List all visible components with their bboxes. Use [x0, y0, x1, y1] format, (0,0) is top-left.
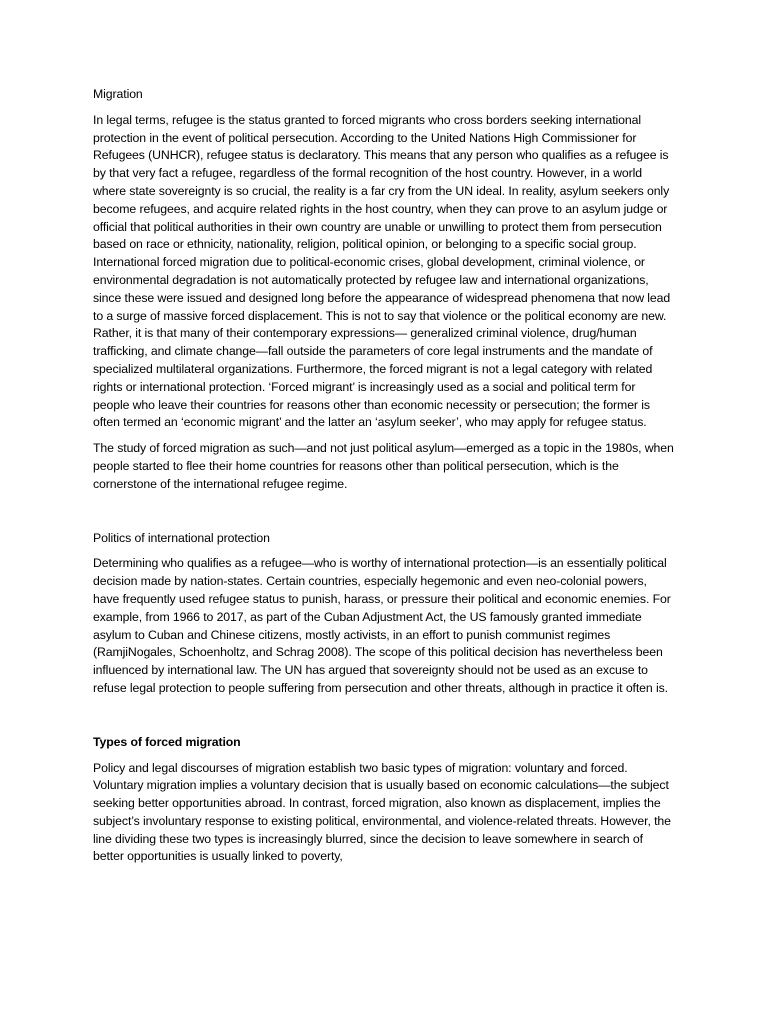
section-heading-types: Types of forced migration: [93, 734, 241, 749]
document-page: [93, 86, 674, 874]
section-types-of-forced-migration: [93, 734, 674, 867]
paragraph: In legal terms, refugee is the status granted to forced migrants who cross borders seeking international protection in the event of political persecution. According to the United Nations High Commissioner for Refugees (UNHCR), refugee status is declaratory. This means that any person who qualifies as a refugee is by that very fact a refugee, regardless of the formal recognition of the host country. However, in a world where state sovereignty is so crucial, the reality is a far cry from the UN ideal. In reality, asylum seekers only become refugees, and acquire related rights in the host country, when they can prove to an asylum judge or official that political authorities in their own country are unable or unwilling to protect them from persecution based on race or ethnicity, nationality, religion, political opinion, or belonging to a specific social group. International forced migration due to political-economic crises, global development, criminal violence, or environmental degradation is not automatically protected by refugee law and international organizations, since these were issued and designed long before the appearance of widespread phenomena that now lead to a surge of massive forced displacement. This is not to say that violence or the political economy are new. Rather, it is that many of their contemporary expressions— generalized criminal violence, drug/human trafficking, and climate change—fall outside the parameters of core legal instruments and the mandate of specialized multilateral organizations. Furthermore, the forced migrant is not a legal category with related rights or international protection. ‘Forced migrant’ is increasingly used as a social and political term for people who leave their countries for reasons other than economic necessity or persecution; the former is often termed an ‘economic migrant’ and the latter an ‘asylum seeker’, who may apply for refugee status.: [93, 112, 671, 430]
section-spacer: [93, 502, 674, 530]
section-politics-of-international-protection: [93, 530, 674, 698]
section-heading-migration: Migration: [93, 87, 143, 101]
paragraph: Determining who qualifies as a refugee—who is worthy of international protection—is an essentially political decision made by nation-states. Certain countries, especially hegemonic and even neo-colonial powers, have frequently used refugee status to punish, harass, or pressure their political and economic enemies. For example, from 1966 to 2017, as part of the Cuban Adjustment Act, the US famously granted immediate asylum to Cuban and Chinese citizens, mostly activists, in an effort to punish communist regimes (RamjiNogales, Schoenholtz, and Schrag 2008). The scope of this political decision has nevertheless been influenced by international law. The UN has argued that sovereignty should not be used as an excuse to refuse legal protection to people suffering from persecution and other threats, although in practice it often is.: [93, 556, 671, 695]
paragraph: The study of forced migration as such—and not just political asylum—emerged as a topic in the 1980s, when people started to flee their home countries for reasons other than political persecution, which is the cornerstone of the international refugee regime.: [93, 441, 674, 491]
section-spacer: [93, 706, 674, 734]
paragraph: Policy and legal discourses of migration establish two basic types of migration: voluntary and forced. Voluntary migration implies a voluntary decision that is usually based on economic calculations—the subject seeking better opportunities abroad. In contrast, forced migration, also known as displacement, implies the subject’s involuntary response to existing political, environmental, and violence-related threats. However, the line dividing these two types is increasingly blurred, since the decision to leave somewhere in search of better opportunities is usually linked to poverty,: [93, 760, 671, 864]
section-migration: [93, 86, 674, 494]
section-heading-politics: Politics of international protection: [93, 530, 270, 545]
